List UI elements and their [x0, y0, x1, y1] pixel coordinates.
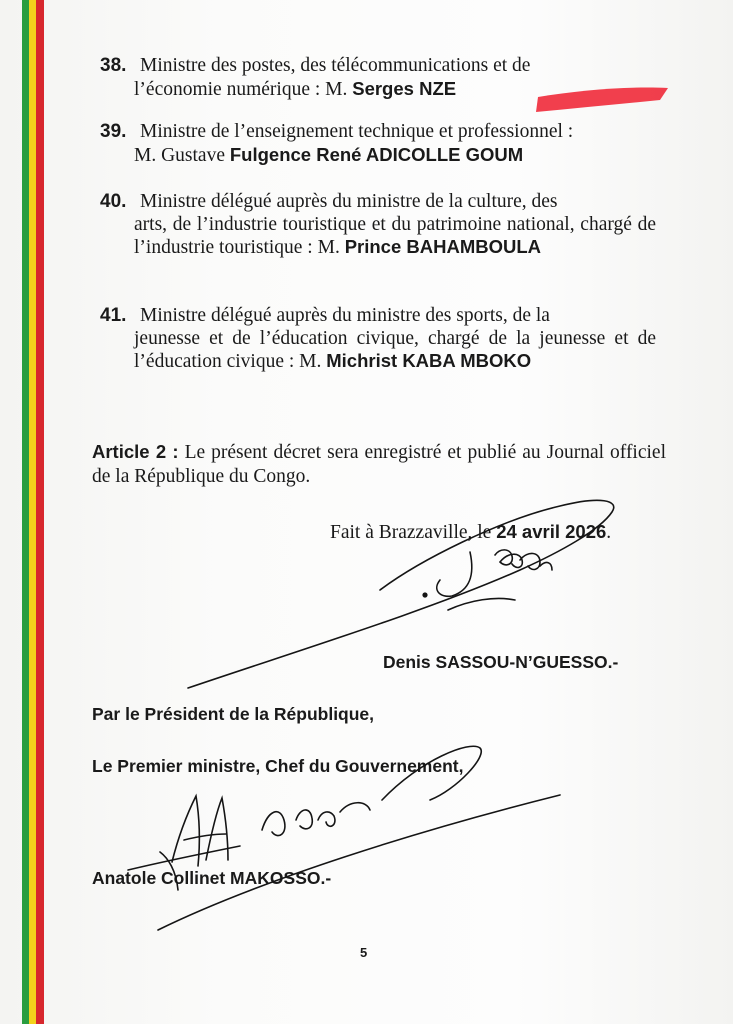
item-number: 41. — [100, 305, 127, 326]
item-number: 38. — [100, 55, 127, 76]
item-first-line: Ministre de l’enseignement technique et professionnel : — [140, 121, 574, 142]
item-continuation — [100, 214, 656, 260]
item-continuation — [100, 78, 656, 102]
par-le-president: Par le Président de la République, — [92, 704, 375, 724]
item-first-line: Ministre des postes, des télécommunications et de — [140, 55, 531, 76]
premier-ministre-title: Le Premier ministre, Chef du Gouvernement, — [92, 756, 464, 776]
minister-name: Prince BAHAMBOULA — [344, 236, 542, 257]
article-text: Le présent décret sera enregistré et publié au Journal officiel de la République du Congo. — [92, 442, 666, 487]
minister-item-40 — [100, 191, 656, 260]
place-suffix: . — [606, 522, 612, 543]
minister-name: Fulgence René ADICOLLE GOUM — [229, 143, 524, 165]
page-number: 5 — [360, 945, 368, 960]
place-prefix: Fait à Brazzaville, le — [330, 522, 497, 543]
minister-item-39 — [100, 121, 656, 167]
item-first-line: Ministre délégué auprès du ministre des sports, de la — [140, 305, 550, 326]
item-first-line: Ministre délégué auprès du ministre de la culture, des — [140, 191, 558, 212]
president-name: Denis SASSOU-N’GUESSO.- — [383, 652, 619, 672]
item-rest-text: arts, de l’industrie touristique et du patrimoine national, chargé de l’industrie touristique : M. — [134, 213, 656, 258]
item-number: 40. — [100, 191, 127, 212]
place-date — [330, 521, 670, 544]
minister-item-41 — [100, 305, 656, 374]
prime-minister-name: Anatole Collinet MAKOSSO.- — [92, 868, 332, 888]
minister-name: Michrist KABA MBOKO — [326, 350, 532, 371]
item-rest-text: l’économie numérique : M. — [134, 78, 353, 100]
minister-item-38 — [100, 55, 656, 101]
item-number: 39. — [100, 121, 127, 142]
article-2 — [92, 440, 666, 489]
minister-name: Serges NZE — [352, 77, 457, 99]
article-label: Article 2 : — [92, 441, 179, 462]
item-continuation — [100, 328, 656, 374]
item-rest-text: jeunesse et de l’éducation civique, chargé de la jeunesse et de l’éducation civique : M. — [134, 327, 656, 372]
decree-date: 24 avril 2026 — [496, 521, 607, 542]
item-rest-text: M. Gustave — [134, 144, 230, 166]
item-continuation — [100, 144, 656, 168]
